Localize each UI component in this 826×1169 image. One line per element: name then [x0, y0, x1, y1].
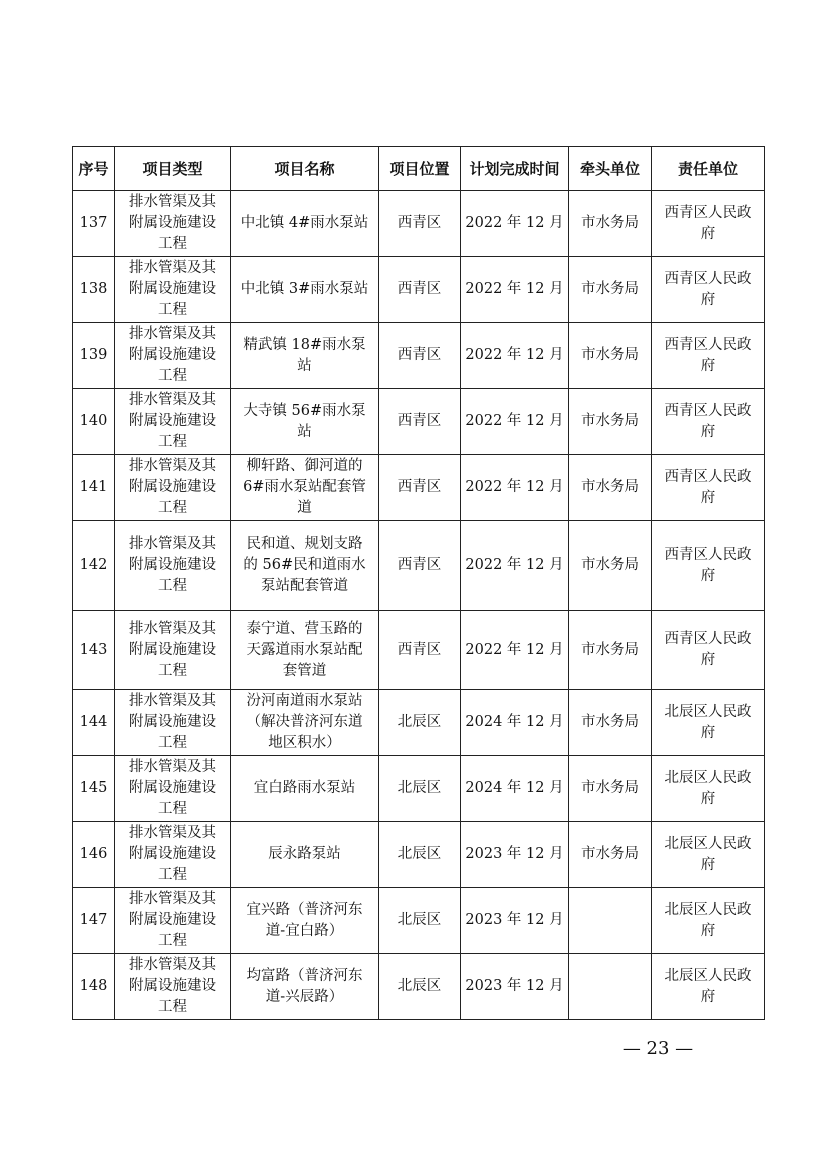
cell-no: 137 [73, 191, 115, 257]
cell-completion: 2022 年 12 月 [461, 191, 569, 257]
cell-name: 大寺镇 56#雨水泵 站 [231, 389, 379, 455]
cell-lead: 市水务局 [569, 756, 652, 822]
cell-responsible: 西青区人民政 府 [652, 611, 765, 690]
table-header-row [73, 147, 765, 191]
cell-type: 排水管渠及其 附属设施建设 工程 [115, 954, 231, 1020]
cell-no: 147 [73, 888, 115, 954]
cell-lead: 市水务局 [569, 257, 652, 323]
header-lead: 牵头单位 [569, 147, 652, 191]
cell-name: 中北镇 3#雨水泵站 [231, 257, 379, 323]
cell-completion: 2022 年 12 月 [461, 389, 569, 455]
table-row [73, 690, 765, 756]
header-no: 序号 [73, 147, 115, 191]
table-row [73, 323, 765, 389]
cell-location: 西青区 [379, 521, 461, 611]
page-number: — 23 — [622, 1038, 694, 1059]
cell-responsible: 北辰区人民政 府 [652, 954, 765, 1020]
cell-location: 北辰区 [379, 690, 461, 756]
cell-location: 西青区 [379, 191, 461, 257]
header-responsible: 责任单位 [652, 147, 765, 191]
cell-no: 140 [73, 389, 115, 455]
cell-completion: 2023 年 12 月 [461, 822, 569, 888]
table-row [73, 822, 765, 888]
cell-location: 西青区 [379, 611, 461, 690]
cell-location: 北辰区 [379, 756, 461, 822]
cell-completion: 2022 年 12 月 [461, 455, 569, 521]
cell-name: 柳轩路、御河道的 6#雨水泵站配套管 道 [231, 455, 379, 521]
table-row [73, 389, 765, 455]
cell-name: 中北镇 4#雨水泵站 [231, 191, 379, 257]
cell-type: 排水管渠及其 附属设施建设 工程 [115, 257, 231, 323]
cell-lead: 市水务局 [569, 323, 652, 389]
header-name: 项目名称 [231, 147, 379, 191]
cell-location: 西青区 [379, 389, 461, 455]
cell-no: 142 [73, 521, 115, 611]
cell-completion: 2023 年 12 月 [461, 888, 569, 954]
cell-responsible: 西青区人民政 府 [652, 389, 765, 455]
cell-no: 146 [73, 822, 115, 888]
cell-completion: 2022 年 12 月 [461, 257, 569, 323]
cell-name: 宜兴路（普济河东 道-宜白路） [231, 888, 379, 954]
table-row [73, 611, 765, 690]
cell-completion: 2024 年 12 月 [461, 756, 569, 822]
cell-location: 西青区 [379, 323, 461, 389]
cell-no: 148 [73, 954, 115, 1020]
cell-lead: 市水务局 [569, 455, 652, 521]
cell-name: 辰永路泵站 [231, 822, 379, 888]
cell-type: 排水管渠及其 附属设施建设 工程 [115, 455, 231, 521]
cell-no: 145 [73, 756, 115, 822]
cell-location: 北辰区 [379, 822, 461, 888]
cell-location: 西青区 [379, 257, 461, 323]
cell-responsible: 北辰区人民政 府 [652, 690, 765, 756]
cell-completion: 2022 年 12 月 [461, 521, 569, 611]
table-row [73, 756, 765, 822]
cell-responsible: 北辰区人民政 府 [652, 888, 765, 954]
cell-no: 144 [73, 690, 115, 756]
table-row [73, 257, 765, 323]
cell-responsible: 西青区人民政 府 [652, 323, 765, 389]
cell-completion: 2024 年 12 月 [461, 690, 569, 756]
cell-lead [569, 954, 652, 1020]
cell-completion: 2022 年 12 月 [461, 611, 569, 690]
cell-responsible: 西青区人民政 府 [652, 191, 765, 257]
cell-location: 西青区 [379, 455, 461, 521]
cell-lead: 市水务局 [569, 822, 652, 888]
cell-location: 北辰区 [379, 888, 461, 954]
cell-type: 排水管渠及其 附属设施建设 工程 [115, 690, 231, 756]
cell-lead: 市水务局 [569, 389, 652, 455]
project-table [72, 146, 765, 1020]
cell-type: 排水管渠及其 附属设施建设 工程 [115, 323, 231, 389]
table-row [73, 521, 765, 611]
cell-type: 排水管渠及其 附属设施建设 工程 [115, 888, 231, 954]
cell-no: 141 [73, 455, 115, 521]
cell-lead: 市水务局 [569, 611, 652, 690]
cell-responsible: 北辰区人民政 府 [652, 756, 765, 822]
cell-name: 精武镇 18#雨水泵 站 [231, 323, 379, 389]
cell-responsible: 西青区人民政 府 [652, 455, 765, 521]
cell-lead [569, 888, 652, 954]
cell-type: 排水管渠及其 附属设施建设 工程 [115, 521, 231, 611]
cell-location: 北辰区 [379, 954, 461, 1020]
cell-lead: 市水务局 [569, 191, 652, 257]
cell-completion: 2023 年 12 月 [461, 954, 569, 1020]
cell-completion: 2022 年 12 月 [461, 323, 569, 389]
table-row [73, 191, 765, 257]
table-row [73, 455, 765, 521]
cell-name: 均富路（普济河东 道-兴辰路） [231, 954, 379, 1020]
cell-name: 民和道、规划支路 的 56#民和道雨水 泵站配套管道 [231, 521, 379, 611]
table-row [73, 888, 765, 954]
cell-lead: 市水务局 [569, 690, 652, 756]
cell-type: 排水管渠及其 附属设施建设 工程 [115, 389, 231, 455]
header-completion: 计划完成时间 [461, 147, 569, 191]
cell-type: 排水管渠及其 附属设施建设 工程 [115, 611, 231, 690]
header-location: 项目位置 [379, 147, 461, 191]
cell-responsible: 西青区人民政 府 [652, 257, 765, 323]
cell-no: 143 [73, 611, 115, 690]
table-row [73, 954, 765, 1020]
cell-name: 宜白路雨水泵站 [231, 756, 379, 822]
cell-name: 汾河南道雨水泵站 （解决普济河东道 地区积水） [231, 690, 379, 756]
cell-responsible: 北辰区人民政 府 [652, 822, 765, 888]
cell-name: 泰宁道、营玉路的 天露道雨水泵站配 套管道 [231, 611, 379, 690]
cell-lead: 市水务局 [569, 521, 652, 611]
cell-no: 139 [73, 323, 115, 389]
cell-responsible: 西青区人民政 府 [652, 521, 765, 611]
cell-type: 排水管渠及其 附属设施建设 工程 [115, 756, 231, 822]
cell-type: 排水管渠及其 附属设施建设 工程 [115, 191, 231, 257]
header-type: 项目类型 [115, 147, 231, 191]
cell-no: 138 [73, 257, 115, 323]
cell-type: 排水管渠及其 附属设施建设 工程 [115, 822, 231, 888]
